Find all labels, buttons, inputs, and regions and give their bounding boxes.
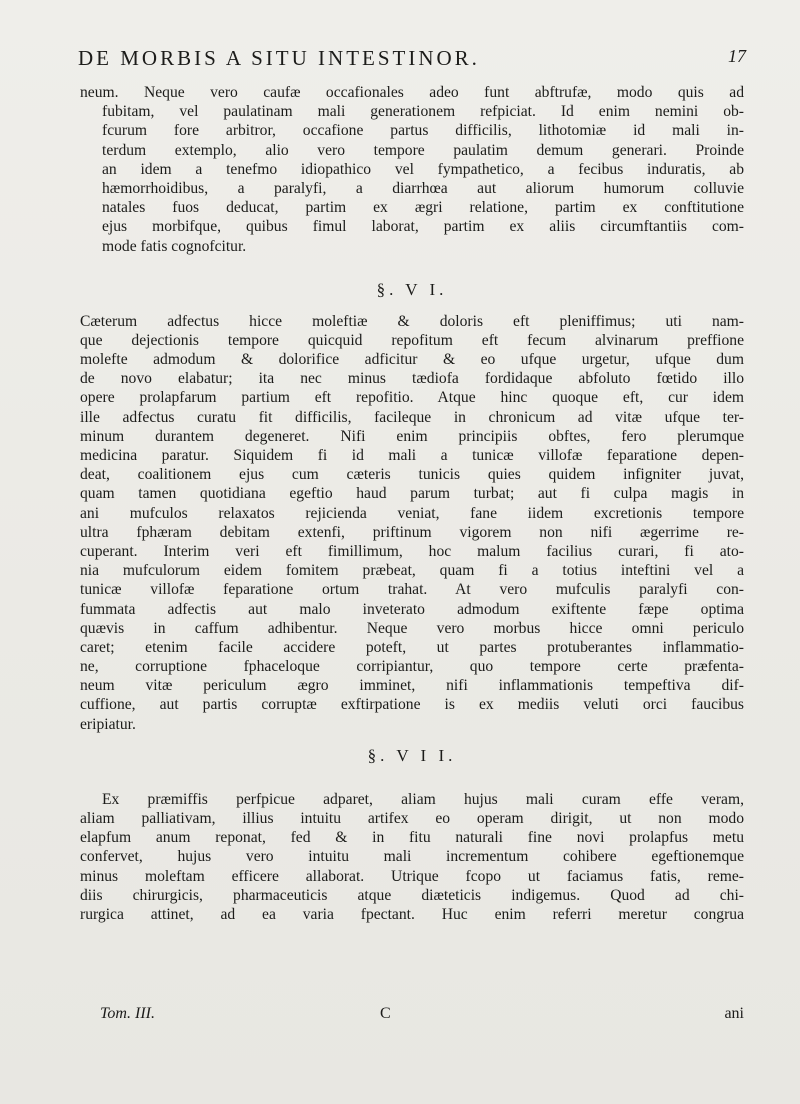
text-line: caret; etenim facile accidere poteft, ut partes protuberantes inflammatio- (80, 638, 744, 656)
text-line: an idem a tenefmo idiopathico vel fympathetico, a fecibus induratis, ab (102, 160, 744, 178)
text-line: quam tamen quotidiana egeftio haud parum turbat; aut fi culpa magis in (80, 485, 744, 503)
text-line: hæmorrhoidibus, a paralyfi, a diarrhœa aut aliorum humorum colluvie (102, 179, 744, 197)
footer-line (100, 1005, 744, 1025)
text-line: ani mufculos relaxatos rejicienda veniat, fane iidem excretionis tempore (80, 504, 744, 522)
text-line: neum vitæ periculum ægro imminet, nifi inflammationis tempeftiva dif- (80, 677, 744, 695)
text-line: elapfum anum reponat, fed & in fitu naturali fine novi prolapfus metu (80, 829, 744, 847)
running-head (78, 46, 746, 76)
text-line: fubitam, vel paulatinam mali generationem refpiciat. Id enim nemini ob- (102, 103, 744, 121)
section-heading-6: §. V I. (376, 279, 448, 299)
text-line: terdum extemplo, alio vero tempore paulatim demum generari. Proinde (102, 141, 744, 159)
text-line: fummata adfectis aut malo inveterato admodum exiftente fæpe optima (80, 600, 744, 618)
text-line: ne, corruptione fphaceloque corripiantur, quo tempore certe præfenta- (80, 658, 744, 676)
volume-label: Tom. III. (100, 1005, 155, 1022)
text-line: aliam palliativam, illius intuitu artifex eo operam dirigit, ut non modo (80, 810, 744, 827)
text-line: eripiatur. (80, 715, 136, 733)
text-line: natales fuos deducat, partim ex ægri relatione, partim ex conftitutione (102, 199, 744, 217)
text-line: medicina paratur. Siquidem fi id mali a tunicæ villofæ feparatione depen- (80, 447, 744, 464)
text-line: molefte admodum & dolorifice adficitur & eo ufque urgetur, ufque dum (80, 351, 744, 369)
text-line: nia mufculorum eidem fomitem præbeat, quam fi a totius inteftini vel a (80, 562, 744, 580)
section-7-text (80, 790, 744, 924)
text-line: minum durantem degeneret. Nifi enim principiis obftes, fero plerumque (80, 427, 744, 445)
text-line: cuperant. Interim veri eft fimillimum, hoc malum facilius curari, fi ato- (80, 542, 744, 560)
text-line: cuffione, aut partis corruptæ exftirpatione is ex mediis veluti orci faucibus (80, 696, 744, 714)
signature-mark: C (380, 1005, 391, 1022)
page-number: 17 (728, 46, 746, 66)
body-text (80, 83, 744, 924)
section-heading-7: §. V I I. (367, 745, 457, 765)
text-line: que dejectionis tempore quicquid repofitum eft fecum alvinarum preffione (80, 331, 744, 349)
text-line: ille adfectus curatu fit difficilis, facileque in chronicum ad vitæ ufque ter- (80, 408, 744, 426)
text-line: deat, coalitionem ejus cum cæteris tunicis quies quidem infigniter juvat, (80, 466, 744, 484)
text-line: ejus morbifque, quibus fimul laborat, partim ex aliis circumftantiis com- (102, 218, 744, 236)
spacer (80, 256, 744, 268)
text-line: mode fatis cognofcitur. (102, 237, 247, 255)
text-line: neum. Neque vero caufæ occafionales adeo funt abftrufæ, modo quis ad (80, 84, 744, 101)
text-line: de novo elabatur; ita nec minus tædiofa fordidaque abfoluto fœtido illo (80, 370, 744, 388)
spacer (80, 778, 744, 790)
text-line: Cæterum adfectus hicce moleftiæ & doloris eft pleniffimus; uti nam- (80, 312, 744, 330)
section-6-text (80, 312, 744, 734)
text-line: opere prolapfarum partium eft repofitio. Atque hinc quoque eft, cur idem (80, 389, 744, 407)
text-line: minus moleftam efficere allaborat. Utrique fcopo ut faciamus fatis, reme- (80, 867, 744, 885)
text-line: rurgica attinet, ad ea varia fpectant. Huc enim referri meretur congrua (80, 905, 744, 923)
text-line: Ex præmiffis perfpicue adparet, aliam hujus mali curam effe veram, (102, 790, 744, 808)
text-line: tunicæ villofæ feparatione ortum trahat. At vero mufculis paralyfi con- (80, 581, 744, 599)
text-line: confervet, hujus vero intuitu mali incrementum cohibere egeftionemque (80, 848, 744, 866)
text-line: quævis in caffum adhibentur. Neque vero morbus hicce omni periculo (80, 619, 744, 637)
running-title: DE MORBIS A SITU INTESTINOR. (78, 46, 480, 70)
text-line: ultra fphæram debitam extenfi, priftinum vigorem non nifi ægerrime re- (80, 523, 744, 541)
catchword: ani (724, 1005, 744, 1022)
text-line: diis chirurgicis, pharmaceuticis atque diæteticis indigemus. Quod ad chi- (80, 886, 744, 904)
paragraph-1 (80, 83, 744, 256)
text-line: fcurum fore arbitror, occafione partus difficilis, lithotomiæ id mali in- (102, 122, 744, 140)
